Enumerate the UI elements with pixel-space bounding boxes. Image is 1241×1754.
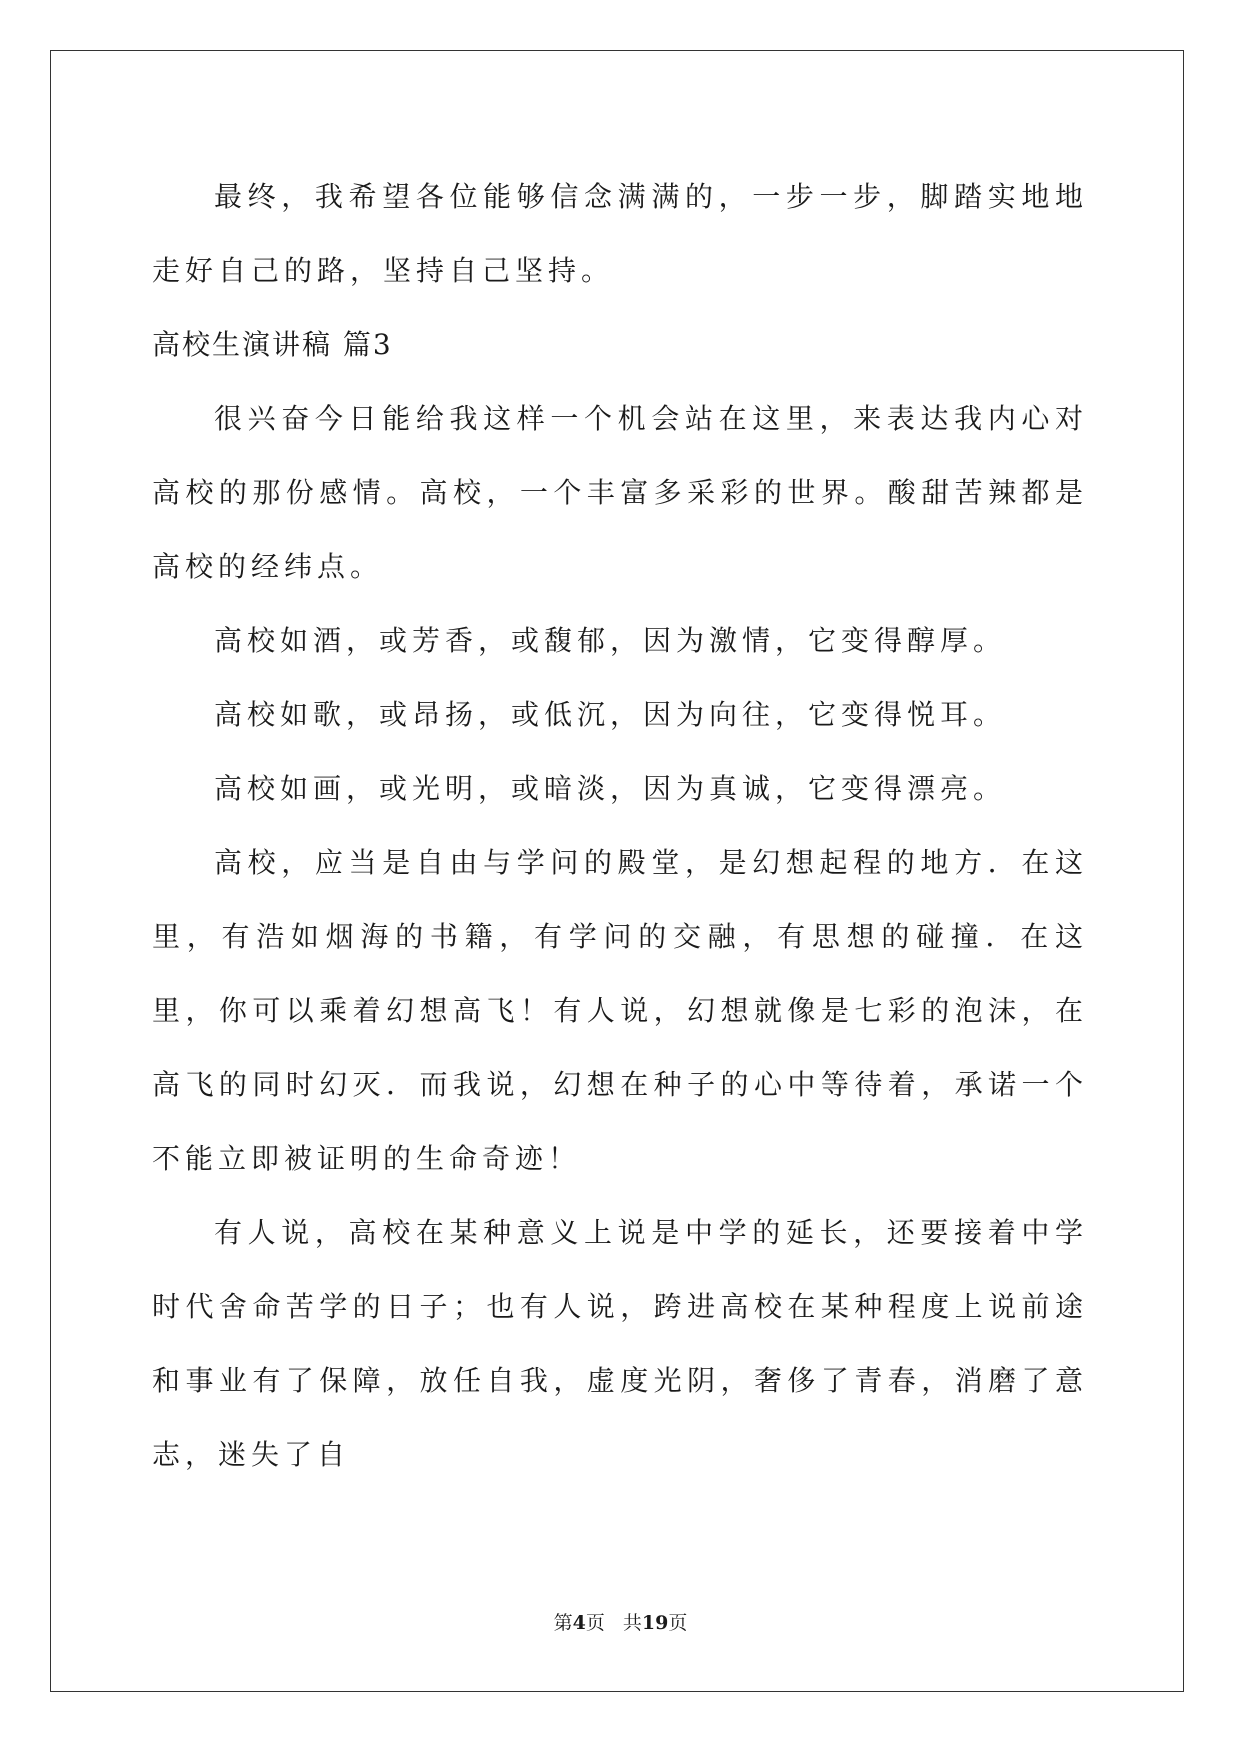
- footer-total-prefix: 共: [622, 1612, 642, 1634]
- page-footer: [0, 1608, 1241, 1635]
- document-body: [152, 160, 1088, 1492]
- paragraph-dream: 高校，应当是自由与学问的殿堂，是幻想起程的地方．在这里，有浩如烟海的书籍，有学问的交融，有思想的碰撞．在这里，你可以乘着幻想高飞！有人说，幻想就像是七彩的泡沫，在高飞的同时幻灭．而我说，幻想在种子的心中等待着，承诺一个不能立即被证明的生命奇迹！: [152, 846, 1088, 1175]
- paragraph-intro: 很兴奋今日能给我这样一个机会站在这里，来表达我内心对高校的那份感情。高校，一个丰富多采彩的世界。酸甜苦辣都是高校的经纬点。: [152, 402, 1088, 583]
- footer-prefix: 第: [553, 1612, 573, 1634]
- paragraph-song: 高校如歌，或昂扬，或低沉，因为向往，它变得悦耳。: [214, 698, 1007, 731]
- footer-total-pages: 19: [641, 1612, 669, 1634]
- footer-page-number: 4: [572, 1612, 586, 1634]
- footer-total-suffix: 页: [668, 1612, 688, 1634]
- section-heading: 高校生演讲稿 篇3: [152, 328, 393, 361]
- paragraph-painting: 高校如画，或光明，或暗淡，因为真诚，它变得漂亮。: [214, 772, 1007, 805]
- footer-page-suffix: 页: [585, 1612, 605, 1634]
- paragraph-wine: 高校如酒，或芳香，或馥郁，因为激情，它变得醇厚。: [214, 624, 1007, 657]
- paragraph-opinions: 有人说，高校在某种意义上说是中学的延长，还要接着中学时代舍命苦学的日子；也有人说，跨进高校在某种程度上说前途和事业有了保障，放任自我，虚度光阴，奢侈了青春，消磨了意志，迷失了自: [152, 1216, 1088, 1471]
- paragraph-conclusion: 最终，我希望各位能够信念满满的，一步一步，脚踏实地地走好自己的路，坚持自己坚持。: [152, 180, 1088, 287]
